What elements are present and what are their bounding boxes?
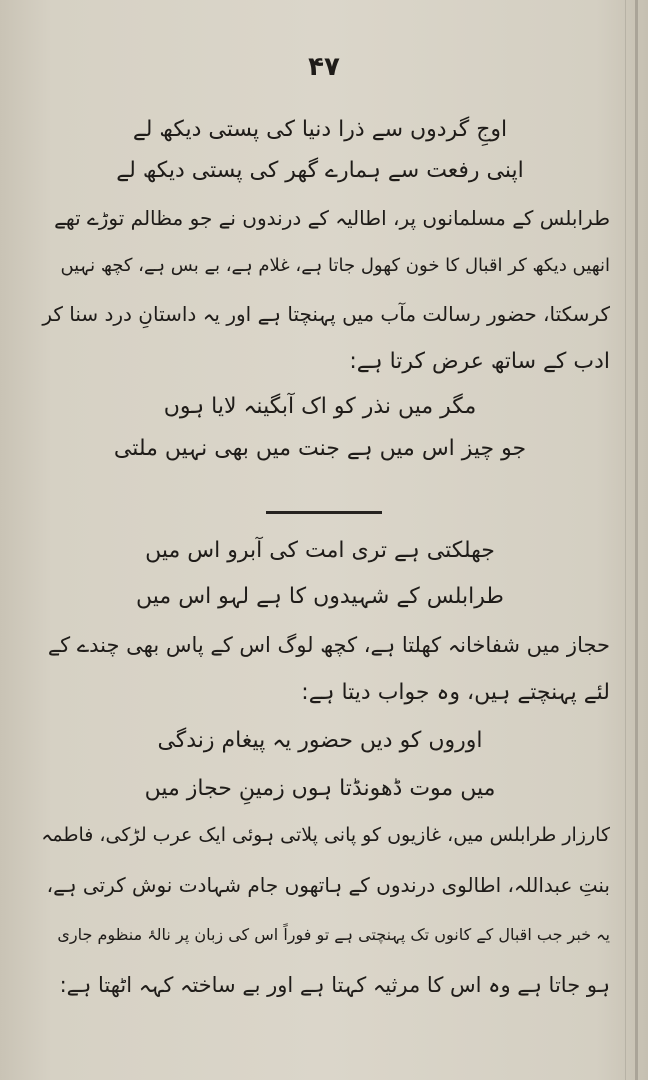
couplet-line: جو چیز اس میں ہے جنت میں بھی نہیں ملتی xyxy=(113,436,527,461)
section-divider xyxy=(266,511,382,514)
prose-line: طرابلس کے مسلمانوں پر، اطالیہ کے درندوں نے جو مظالم توڑے تھے xyxy=(54,206,610,230)
prose-line: یہ خبر جب اقبال کے کانوں تک پہنچتی ہے تو فوراً اس کی زبان پر نالۂ منظوم جاری xyxy=(57,925,610,944)
verse-line: طرابلس کے شہیدوں کا ہے لہو اس میں xyxy=(136,584,504,609)
verse-line: اپنی رفعت سے ہمارے گھر کی پستی دیکھ لے xyxy=(116,158,524,183)
couplet-line: اوروں کو دیں حضور یہ پیغام زندگی xyxy=(157,728,483,753)
prose-line: انھیں دیکھ کر اقبال کا خون کھول جاتا ہے، غلام ہے، بے بس ہے، کچھ نہیں xyxy=(60,255,610,276)
prose-line: ہو جاتا ہے وہ اس کا مرثیہ کہتا ہے اور بے ساختہ کہہ اٹھتا ہے: xyxy=(59,973,610,997)
page-number: ۴۷ xyxy=(308,52,340,82)
verse-line: جھلکتی ہے تری امت کی آبرو اس میں xyxy=(145,538,495,563)
prose-line: حجاز میں شفاخانہ کھلتا ہے، کچھ لوگ اس کے پاس بھی چندے کے xyxy=(47,633,610,657)
prose-line: ادب کے ساتھ عرض کرتا ہے: xyxy=(349,349,610,374)
prose-line: کارزار طرابلس میں، غازیوں کو پانی پلاتی ہوئی ایک عرب لڑکی، فاطمہ xyxy=(41,824,610,846)
prose-line: بنتِ عبداللہ، اطالوی درندوں کے ہاتھوں جام شہادت نوش کرتی ہے، xyxy=(46,873,610,897)
couplet-line: میں موت ڈھونڈتا ہوں زمینِ حجاز میں xyxy=(144,776,496,801)
binding-edge xyxy=(635,0,638,1080)
prose-line: کرسکتا، حضور رسالت مآب میں پہنچتا ہے اور یہ داستانِ درد سنا کر xyxy=(42,302,610,326)
couplet-line: مگر میں نذر کو اک آبگینہ لایا ہوں xyxy=(163,394,477,419)
prose-line: لئے پہنچتے ہیں، وہ جواب دیتا ہے: xyxy=(301,680,610,705)
verse-line: اوجِ گردوں سے ذرا دنیا کی پستی دیکھ لے xyxy=(132,117,508,142)
binding-edge-inner xyxy=(625,0,626,1080)
